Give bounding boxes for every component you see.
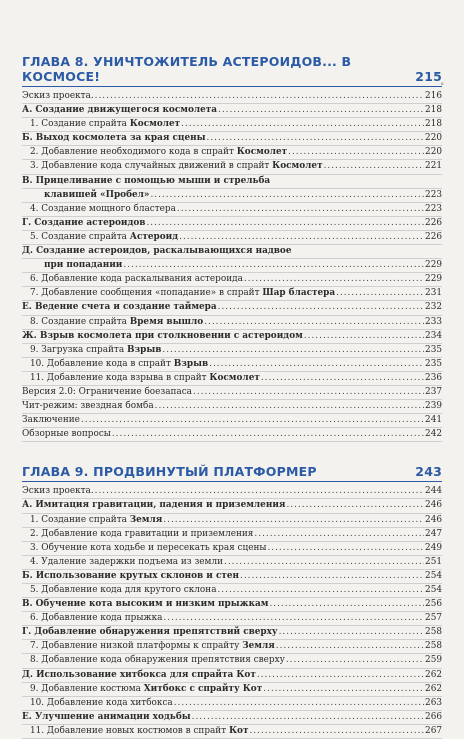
toc-entry-label: 1. Создание спрайта Земля [30, 514, 163, 525]
toc-entry [22, 400, 442, 414]
dot-leader [163, 612, 424, 625]
toc-entry-label: 8. Добавление кода обнаружения препятствия сверху [30, 655, 285, 666]
toc-entry [22, 189, 442, 203]
toc-entry [22, 485, 442, 499]
toc-entry [22, 316, 442, 330]
dot-leader [286, 654, 424, 667]
toc-entry-label: 4. Удаление задержки подъема из земли [30, 556, 223, 567]
toc-entry [22, 175, 442, 189]
toc-entry-page: 263 [425, 697, 442, 708]
chapter-section [22, 464, 442, 739]
dot-leader [95, 90, 424, 103]
toc-entry-label: 11. Добавление новых костюмов в спрайт Кот [30, 725, 249, 736]
toc-entry [22, 514, 442, 528]
toc-entry-bold: Космолет [209, 372, 260, 383]
toc-entry [22, 118, 442, 132]
toc-entry-bold: Время вышло [129, 316, 204, 327]
dot-leader [304, 330, 424, 343]
toc-entry [22, 414, 442, 428]
dot-leader [192, 711, 424, 724]
toc-entry [22, 231, 442, 245]
chapter-title: ГЛАВА 8. УНИЧТОЖИТЕЛЬ АСТЕРОИДОВ... В КОСМОСЕ! [22, 54, 352, 84]
dot-leader [193, 386, 424, 399]
toc-entry-label: А. Имитация гравитации, падения и приземления [22, 500, 286, 511]
toc-entry [22, 287, 442, 301]
toc-entry [22, 245, 442, 259]
toc-entry-page: 216 [425, 91, 442, 101]
toc-entry-label: 5. Добавление кода для крутого склона [30, 585, 217, 595]
toc-entry-label: Эскиз проекта. [22, 91, 94, 101]
toc-entry-page: 239 [425, 401, 442, 412]
toc-entry [22, 344, 442, 358]
toc-entry [22, 301, 442, 315]
toc-entry-bold: Земля [242, 641, 275, 652]
toc-entry-page: 262 [425, 683, 442, 694]
toc-entry-page: 218 [425, 119, 442, 130]
dot-leader [146, 217, 424, 230]
toc-entry-label: Эскиз проекта. [22, 486, 94, 497]
toc-entry-bold: Хитбокс с спрайту Кот [143, 683, 263, 694]
toc-entry-bold: Взрыв [173, 358, 209, 369]
dot-leader [123, 259, 424, 272]
toc-entry-bold: Космолет [129, 119, 181, 130]
toc-entry-page: 218 [425, 105, 442, 116]
dot-leader [95, 485, 424, 498]
dot-leader [218, 104, 424, 117]
toc-entry-label: Обзорные вопросы [22, 429, 111, 440]
toc-entry [22, 640, 442, 654]
dot-leader [150, 189, 424, 202]
toc-entry-label: 2. Добавление необходимого кода в спрайт Космолет [30, 147, 288, 158]
toc-entry [22, 626, 442, 640]
dot-leader [279, 626, 424, 639]
dot-leader [204, 316, 424, 329]
toc-entry-label: 10. Добавление кода в спрайт Взрыв [30, 358, 209, 369]
dot-leader [179, 231, 424, 244]
toc-entry-label: Версия 2.0: Ограничение боезапаса [22, 386, 192, 397]
toc-entry-page: 237 [425, 386, 442, 397]
toc-entry-label: 6. Добавление кода раскалывания астероида [30, 274, 243, 285]
toc-entry-label: Чит-режим: звездная бомба [22, 401, 154, 412]
toc-entry-page: 266 [425, 711, 442, 722]
toc-entry-label: при попадании [44, 260, 123, 271]
toc-entry-page: 223 [425, 189, 442, 200]
dot-leader [254, 528, 424, 541]
toc-entry-label: Г. Создание астероидов [22, 217, 146, 228]
margin-mark: ° [440, 82, 444, 90]
toc-entry-page: 256 [425, 599, 442, 610]
toc-entry [22, 683, 442, 697]
chapter-page-number: 243 [415, 464, 442, 480]
toc-entry-label: клавишей «Пробел» [44, 189, 150, 200]
toc-entry-label: В. Прицеливание с помощью мыши и стрельба [22, 175, 271, 186]
toc-entry-bold: Кот [228, 725, 249, 736]
toc-entry-page: 232 [425, 302, 442, 313]
toc-entry-page: 258 [425, 641, 442, 652]
dot-leader [261, 372, 424, 385]
toc-entry [22, 612, 442, 626]
toc-entry [22, 669, 442, 683]
dot-leader [112, 428, 424, 441]
toc-entry [22, 203, 442, 217]
toc-entry-label: 5. Создание спрайта Астероид [30, 231, 179, 242]
toc-entry-label: 9. Загрузка спрайта Взрыв [30, 344, 162, 355]
toc-entry-page: 246 [425, 500, 442, 511]
toc-entry [22, 499, 442, 513]
chapter-title: ГЛАВА 9. ПРОДВИНУТЫЙ ПЛАТФОРМЕР [22, 464, 317, 480]
toc-entry-bold: Взрыв [126, 344, 162, 355]
dot-leader [218, 301, 424, 314]
toc-entry-bold: Кот [236, 669, 256, 680]
toc-entry-page: 226 [425, 231, 442, 242]
dot-leader [336, 287, 424, 300]
toc-entry-page: 259 [425, 655, 442, 666]
toc-entry-page: 235 [425, 358, 442, 369]
dot-leader [263, 683, 424, 696]
dot-leader [286, 499, 424, 512]
dot-leader [240, 570, 424, 583]
toc-entry-page: 234 [425, 330, 442, 341]
toc-entry-label: 3. Обучение кота ходьбе и пересекать края сцены [30, 542, 267, 553]
toc-entry-page: 233 [425, 316, 442, 327]
toc-entry-label: Д. Создание астероидов, раскалывающихся надвое [22, 246, 292, 257]
toc-entry [22, 542, 442, 556]
dot-leader [81, 414, 424, 427]
dot-leader [163, 514, 424, 527]
dot-leader [257, 669, 424, 682]
dot-leader [224, 556, 424, 569]
toc-entry-label: 8. Создание спрайта Время вышло [30, 316, 204, 327]
dot-leader [209, 358, 424, 371]
toc-entry [22, 654, 442, 668]
toc-entry-label: А. Создание движущегося космолета [22, 105, 218, 116]
toc-entry [22, 273, 442, 287]
toc-entry-page: 254 [425, 570, 442, 581]
toc-entry [22, 528, 442, 542]
toc-entry [22, 711, 442, 725]
toc-entry-label: Е. Улучшение анимации ходьбы [22, 711, 191, 722]
toc-entry [22, 570, 442, 584]
toc-entry-label: 7. Добавление сообщения «попадание» в спрайт Шар бластера [30, 288, 336, 299]
toc-entry-label: 1. Создание спрайта Космолет [30, 119, 181, 130]
toc-entry-page: 229 [425, 274, 442, 285]
toc-entry-bold: Шар бластера [262, 288, 336, 299]
dot-leader [155, 400, 424, 413]
toc-entry-label: Ж. Взрыв космолета при столкновении с астероидом [22, 330, 303, 341]
toc-entry-bold: Космолет [272, 161, 323, 172]
toc-entry-page: 254 [425, 585, 442, 595]
toc-entry-label: Д. Использование хитбокса для спрайта Кот [22, 669, 256, 680]
toc-entry-label: Заключение [22, 415, 80, 426]
toc-entry-page: 229 [425, 260, 442, 271]
dot-leader [207, 132, 425, 145]
dot-leader [288, 146, 424, 159]
toc-entry [22, 330, 442, 344]
toc-entry [22, 132, 442, 146]
chapter-heading [22, 54, 442, 87]
toc-entry-label: 11. Добавление кода взрыва в спрайт Космолет [30, 372, 260, 383]
dot-leader [181, 118, 424, 131]
toc-entry [22, 358, 442, 372]
toc-entry-label: Е. Ведение счета и создание таймера [22, 302, 217, 313]
toc-entry-page: 257 [425, 613, 442, 624]
toc-entry-label: Б. Использование крутых склонов и стен [22, 570, 240, 581]
toc-entry [22, 386, 442, 400]
toc-entry [22, 428, 442, 442]
chapter-section [22, 54, 442, 442]
toc-entry-page: 262 [425, 669, 442, 680]
toc-entry [22, 104, 442, 118]
toc-entry-label: 4. Создание мощного бластера [30, 203, 176, 214]
dot-leader [249, 725, 424, 738]
dot-leader [217, 584, 424, 597]
toc-entry-label: 2. Добавление кода гравитации и приземления [30, 528, 254, 539]
toc-entry-label: 9. Добавление костюма Хитбокс с спрайту Кот [30, 683, 263, 694]
dot-leader [177, 203, 424, 216]
dot-leader [162, 344, 424, 357]
chapter-heading [22, 464, 442, 482]
toc-entry [22, 146, 442, 160]
toc-entry-page: 221 [425, 161, 442, 172]
toc-entry-page: 246 [425, 514, 442, 525]
toc-entry-label: 3. Добавление кода случайных движений в спрайт Космолет [30, 161, 323, 172]
toc-entry-page: 244 [425, 486, 442, 497]
dot-leader [244, 273, 424, 286]
toc-entry-page: 241 [425, 415, 442, 426]
toc-entry-bold: Земля [129, 514, 163, 525]
toc-entry [22, 90, 442, 104]
toc-entry-page: 236 [425, 372, 442, 383]
toc-entry-bold: Астероид [129, 231, 179, 242]
toc-entry-page: 220 [425, 147, 442, 158]
toc-entry-page: 231 [425, 288, 442, 299]
toc-entry-label: 6. Добавление кода прыжка [30, 613, 163, 624]
toc-entry-label: 10. Добавление кода хитбокса [30, 697, 173, 708]
toc-entry [22, 556, 442, 570]
toc-entry [22, 584, 442, 598]
toc-entry-page: 249 [425, 542, 442, 553]
toc-entry-page: 258 [425, 627, 442, 638]
toc-entry-page: 251 [425, 556, 442, 567]
toc-entry-bold: Космолет [236, 147, 288, 158]
toc-entry [22, 725, 442, 739]
toc-entry-page: 226 [425, 217, 442, 228]
toc-entry-page: 267 [425, 725, 442, 736]
dot-leader [324, 160, 424, 173]
toc-entry [22, 598, 442, 612]
toc-entry-label: Б. Выход космолета за края сцены [22, 133, 206, 144]
toc-entry-label: 7. Добавление низкой платформы к спрайту Земля [30, 641, 275, 652]
toc-entry [22, 160, 442, 174]
toc-entry [22, 217, 442, 231]
toc-entry-label: В. Обучение кота высоким и низким прыжкам [22, 599, 269, 610]
dot-leader [269, 598, 424, 611]
toc-entry-label: Г. Добавление обнаружения препятствий сверху [22, 627, 278, 638]
toc-entry [22, 372, 442, 386]
chapter-list [22, 54, 442, 739]
toc-entry-page: 223 [425, 203, 442, 214]
toc-entry-page: 235 [425, 344, 442, 355]
toc-entry [22, 259, 442, 273]
toc-entry-page: 247 [425, 528, 442, 539]
toc-entry-page: 242 [425, 429, 442, 440]
chapter-page-number: 215 [415, 69, 442, 84]
dot-leader [276, 640, 424, 653]
dot-leader [267, 542, 424, 555]
toc-entry-page: 220 [425, 133, 442, 144]
